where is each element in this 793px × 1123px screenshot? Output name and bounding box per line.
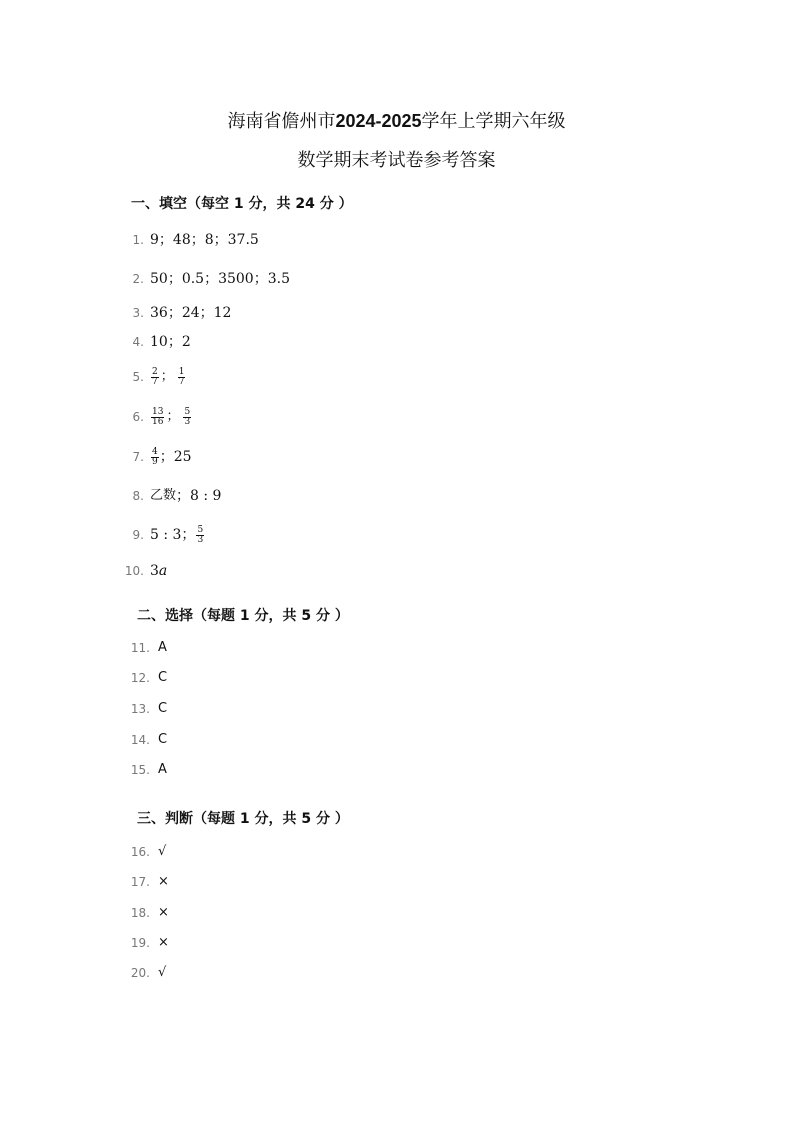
fraction: $\frac{5}{3}$: [184, 406, 191, 427]
title-years: 2024-2025: [335, 111, 422, 131]
fraction: $\frac{1}{7}$: [178, 366, 185, 387]
item-number: 13.: [130, 702, 150, 716]
item-number: 19.: [130, 936, 150, 950]
item-answer: √: [158, 965, 167, 980]
item-answer: $\frac{4}{9}$ ；25: [152, 446, 192, 467]
fraction: $\frac{2}{7}$: [152, 366, 158, 387]
item-answer: ×: [158, 905, 169, 920]
section-heading-choice: 二、选择（每题 1 分，共 5 分 ）: [137, 608, 349, 624]
item-number: 15.: [130, 763, 150, 777]
item-answer: A: [158, 762, 167, 777]
item-number: 20.: [130, 966, 150, 980]
item-answer: C: [158, 732, 168, 747]
section-heading-fill-in: 一、填空（每空 1 分，共 24 分 ）: [131, 196, 353, 212]
item-answer: $\frac{13}{16}$ ； $\frac{5}{3}$: [152, 406, 191, 427]
item-answer: 10；2: [150, 334, 191, 350]
item-number: 11.: [130, 641, 150, 655]
section-heading-judgement: 三、判断（每题 1 分，共 5 分 ）: [137, 811, 349, 827]
title-grade: 学年上学期六年级: [421, 111, 566, 132]
document-subtitle: 数学期末考试卷参考答案: [297, 150, 496, 171]
item-number: 12.: [130, 671, 150, 685]
document-title: [0, 107, 793, 133]
title-region: 海南省儋州市: [227, 111, 336, 132]
item-answer: √: [158, 844, 167, 859]
item-number: 2.: [132, 272, 144, 286]
item-number: 6.: [132, 410, 144, 424]
item-number: 3.: [132, 306, 144, 320]
item-number: 1.: [132, 233, 144, 247]
item-answer: C: [158, 701, 168, 716]
fraction: $\frac{4}{9}$: [152, 446, 158, 467]
item-answer: 5 : 3； $\frac{5}{3}$: [150, 524, 204, 545]
item-number: 17.: [130, 875, 150, 889]
item-answer: 乙数 ；8 : 9: [150, 488, 222, 504]
item-number: 14.: [130, 733, 150, 747]
item-answer: 36；24；12: [150, 305, 232, 321]
item-answer: 50；0.5；3500；3.5: [150, 271, 290, 287]
item-answer: 3 a: [150, 563, 168, 579]
item-number: 18.: [130, 906, 150, 920]
item-answer: C: [158, 670, 168, 685]
item-number: 7.: [132, 450, 144, 464]
fraction: $\frac{5}{3}$: [197, 524, 204, 545]
item-answer: ×: [158, 874, 169, 889]
item-answer: ×: [158, 935, 169, 950]
fraction: $\frac{13}{16}$: [152, 406, 164, 427]
item-number: 4.: [132, 335, 144, 349]
item-answer: 9；48；8；37.5: [150, 232, 259, 248]
item-number: 5.: [132, 370, 144, 384]
item-answer: A: [158, 640, 167, 655]
item-number: 8.: [132, 489, 144, 503]
item-number: 16.: [130, 845, 150, 859]
item-number: 10.: [124, 564, 144, 578]
item-answer: $\frac{2}{7}$ ； $\frac{1}{7}$: [152, 366, 185, 387]
item-number: 9.: [132, 528, 144, 542]
